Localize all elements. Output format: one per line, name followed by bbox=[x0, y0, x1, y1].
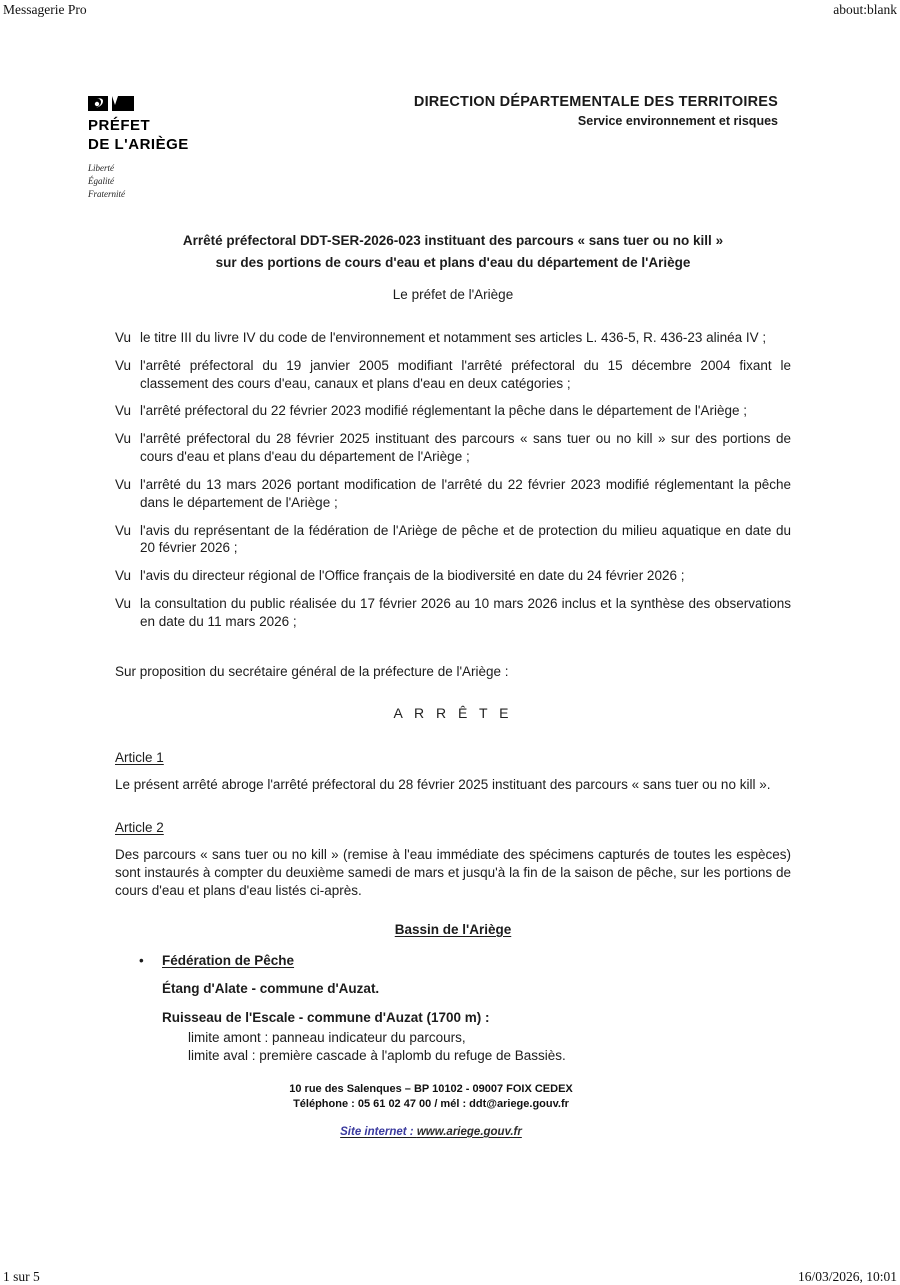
vu-text: l'arrêté préfectoral du 19 janvier 2005 modifiant l'arrêté préfectoral du 15 décembre 2004 fixant le classement des cours d'eau, canaux et plans d'eau en deux catégories ; bbox=[140, 357, 791, 391]
ruisseau-line: Ruisseau de l'Escale - commune d'Auzat (1700 m) : bbox=[162, 1010, 490, 1026]
service-subtitle: Service environnement et risques bbox=[577, 114, 778, 128]
proposition-line: Sur proposition du secrétaire général de la préfecture de l'Ariège : bbox=[115, 663, 509, 679]
vu-item bbox=[115, 329, 791, 347]
vu-label: Vu bbox=[115, 476, 132, 492]
prefecture-logo-block bbox=[88, 96, 308, 201]
limite-amont-line: limite amont : panneau indicateur du parcours, bbox=[188, 1029, 466, 1045]
vu-item bbox=[115, 522, 791, 558]
vu-label: Vu bbox=[115, 568, 132, 584]
website-link-label[interactable]: Site internet : bbox=[340, 1125, 417, 1138]
vu-text: l'arrêté du 13 mars 2026 portant modification de l'arrêté du 22 février 2023 modifié réglementant la pêche dans le département de l'Ariège ; bbox=[140, 476, 791, 510]
vu-item bbox=[115, 402, 791, 420]
vu-item bbox=[115, 357, 791, 393]
bassin-heading: Bassin de l'Ariège bbox=[394, 921, 512, 937]
decree-title bbox=[115, 230, 791, 273]
vu-label: Vu bbox=[115, 522, 132, 538]
motto-egalite: Égalité bbox=[88, 175, 114, 186]
vu-label: Vu bbox=[115, 431, 132, 447]
contact-block bbox=[93, 1082, 769, 1112]
decree-title-line1: Arrêté préfectoral DDT-SER-2026-023 instituant des parcours « sans tuer ou no kill » bbox=[182, 233, 724, 248]
motto-fraternite: Fraternité bbox=[88, 188, 125, 199]
vu-item bbox=[115, 567, 791, 585]
article-2-body: Des parcours « sans tuer ou no kill » (remise à l'eau immédiate des spécimens capturés de toutes les espèces) sont instaurés à compter du deuxième samedi de mars et jusqu'à la fin de la saison de pêche, sur les portions de cours d'eau et plans d'eau listés ci-après. bbox=[115, 847, 791, 898]
vu-text: la consultation du public réalisée du 17 février 2026 au 10 mars 2026 inclus et la synthèse des observations en date du 11 mars 2026 ; bbox=[140, 595, 791, 629]
vu-label: Vu bbox=[115, 357, 132, 373]
vu-text: l'avis du représentant de la fédération de l'Ariège de pêche et de protection du milieu aquatique en date du 20 février 2026 ; bbox=[140, 522, 791, 556]
direction-title: DIRECTION DÉPARTEMENTALE DES TERRITOIRES bbox=[413, 94, 778, 110]
article-1-heading: Article 1 bbox=[115, 749, 164, 765]
marianne-flag-icon bbox=[88, 96, 134, 114]
prefecture-name-line2: DE L'ARIÈGE bbox=[88, 135, 189, 153]
vu-item bbox=[115, 595, 791, 631]
vu-item bbox=[115, 476, 791, 512]
etang-line: Étang d'Alate - commune d'Auzat. bbox=[162, 981, 380, 997]
vu-label: Vu bbox=[115, 330, 132, 345]
document-body bbox=[115, 230, 791, 1140]
arrete-heading: A R R Ê T E bbox=[393, 705, 513, 722]
print-header-url: about:blank bbox=[833, 2, 897, 17]
prefecture-name bbox=[88, 117, 308, 155]
prefecture-name-line1: PRÉFET bbox=[88, 117, 151, 134]
department-header bbox=[358, 94, 778, 128]
print-footer-datetime: 16/03/2026, 10:01 bbox=[797, 1269, 897, 1284]
website-link[interactable] bbox=[340, 1126, 522, 1138]
website-link-url[interactable]: www.ariege.gouv.fr bbox=[416, 1125, 522, 1138]
federation-label: Fédération de Pêche bbox=[162, 952, 295, 968]
motto-liberte: Liberté bbox=[88, 162, 114, 173]
print-footer-page-number: 1 sur 5 bbox=[3, 1269, 40, 1284]
vu-text: le titre III du livre IV du code de l'environnement et notamment ses articles L. 436-5, R. 436-23 alinéa IV ; bbox=[140, 330, 767, 345]
site-link-row bbox=[93, 1125, 769, 1140]
phone-line: Téléphone : 05 61 02 47 00 / mél : ddt@ariege.gouv.fr bbox=[293, 1097, 569, 1110]
vu-label: Vu bbox=[115, 403, 132, 419]
print-header-title: Messagerie Pro bbox=[3, 2, 87, 17]
bullet-icon: • bbox=[139, 952, 144, 968]
vu-list bbox=[115, 329, 791, 631]
article-1-body: Le présent arrêté abroge l'arrêté préfectoral du 28 février 2025 instituant des parcours « sans tuer ou no kill ». bbox=[115, 776, 771, 792]
decree-title-line2: sur des portions de cours d'eau et plans d'eau du département de l'Ariège bbox=[215, 254, 691, 270]
limite-aval-line: limite aval : première cascade à l'aplomb du refuge de Bassiès. bbox=[188, 1047, 566, 1063]
decree-subtitle: Le préfet de l'Ariège bbox=[392, 287, 514, 303]
federation-bullet-row bbox=[115, 952, 791, 970]
article-2-heading: Article 2 bbox=[115, 820, 164, 836]
republic-motto bbox=[88, 162, 308, 201]
vu-text: l'avis du directeur régional de l'Office français de la biodiversité en date du 24 février 2026 ; bbox=[140, 568, 685, 584]
vu-label: Vu bbox=[115, 595, 132, 611]
vu-item bbox=[115, 430, 791, 466]
address-line: 10 rue des Salenques – BP 10102 - 09007 FOIX CEDEX bbox=[289, 1083, 573, 1096]
vu-text: l'arrêté préfectoral du 22 février 2023 modifié réglementant la pêche dans le département de l'Ariège ; bbox=[140, 403, 748, 419]
vu-text: l'arrêté préfectoral du 28 février 2025 instituant des parcours « sans tuer ou no kill » sur des portions de cours d'eau et plans d'eau du département de l'Ariège ; bbox=[140, 431, 791, 465]
